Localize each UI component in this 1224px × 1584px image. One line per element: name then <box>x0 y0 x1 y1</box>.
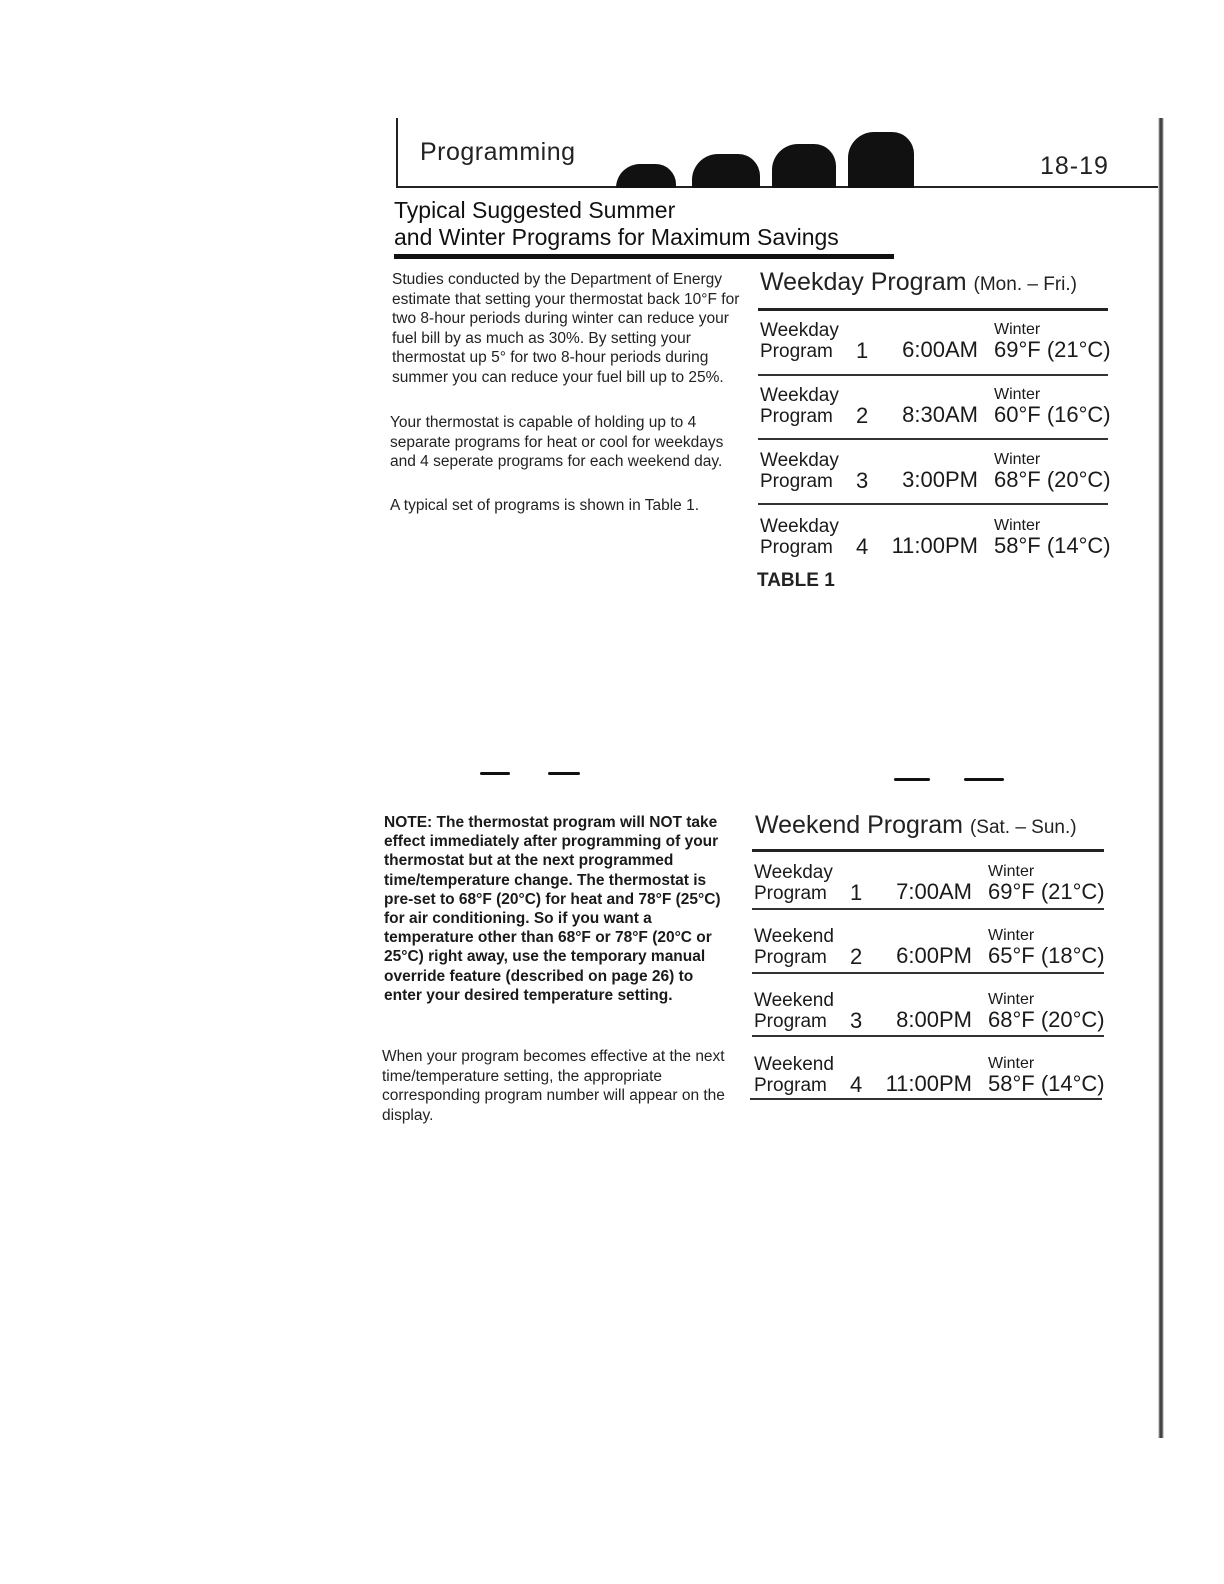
program-label: Weekday Program <box>760 516 839 558</box>
program-temperature: 68°F (20°C) <box>994 467 1111 492</box>
separator-dash <box>480 772 510 775</box>
program-time: 6:00AM <box>902 337 978 362</box>
program-label: Weekday Program <box>760 450 839 492</box>
program-number: 3 <box>856 468 869 493</box>
program-label: Weekday Program <box>760 385 839 427</box>
program-temperature: 65°F (18°C) <box>988 943 1105 968</box>
separator-dash <box>548 772 580 775</box>
program-label: Weekday Program <box>760 320 839 362</box>
intro-paragraph: Studies conducted by the Department of Energy estimate that setting your thermostat back 10°F for two 8-hour periods during winter can reduce your fuel bill by as much as 30%. By setting your thermostat up 5° for two 8-hour periods during summer you can reduce your fuel bill up to 25%. <box>392 271 740 386</box>
program-temperature: 69°F (21°C) <box>994 337 1111 362</box>
program-season: Winter <box>994 517 1041 534</box>
note-paragraph: NOTE: The thermostat program will NOT take effect immediately after programming of your thermostat but at the next programmed time/temperature change. The thermostat is pre-set to 68°F (20°C) for heat and 78°F (25°C) for air conditioning. So if you want a temperature other than 68°F or 78°F (20°C or 25°C) right away, use the temporary manual override feature (described on page 26) to enter your desired temperature setting. <box>384 814 721 1004</box>
program-temperature: 68°F (20°C) <box>988 1007 1105 1032</box>
page-numbers: 18-19 <box>1040 152 1109 180</box>
program-time: 6:00PM <box>896 943 972 968</box>
weekday-title-text: Weekday Program <box>760 268 967 296</box>
row-divider <box>758 503 1108 505</box>
program-number: 1 <box>850 880 863 905</box>
program-number: 2 <box>856 403 869 428</box>
table-label: TABLE 1 <box>757 570 835 591</box>
section-title-line2: and Winter Programs for Maximum Savings <box>394 224 839 250</box>
program-season: Winter <box>994 386 1041 403</box>
program-label: Weekend Program <box>754 990 834 1032</box>
program-number: 4 <box>850 1072 863 1097</box>
separator-dash <box>894 778 930 781</box>
program-time: 8:30AM <box>902 402 978 427</box>
weekend-days: (Sat. – Sun.) <box>969 817 1077 838</box>
header-left-border <box>396 118 398 188</box>
program-temperature: 69°F (21°C) <box>988 879 1105 904</box>
weekday-row-1 <box>760 316 1112 376</box>
section-tab-markers <box>612 130 918 188</box>
program-time: 3:00PM <box>902 467 978 492</box>
program-number: 3 <box>850 1008 863 1033</box>
program-season: Winter <box>994 321 1041 338</box>
program-display-paragraph: When your program becomes effective at the next time/temperature setting, the appropriate corresponding program number will appear on the display. <box>382 1048 725 1124</box>
row-divider <box>758 374 1108 376</box>
program-season: Winter <box>988 991 1035 1008</box>
program-season: Winter <box>988 863 1035 880</box>
section-title <box>394 197 839 251</box>
program-temperature: 58°F (14°C) <box>988 1071 1105 1096</box>
row-divider <box>750 1098 1102 1100</box>
program-season: Winter <box>994 451 1041 468</box>
weekend-title-text: Weekend Program <box>755 811 963 839</box>
section-title-line1: Typical Suggested Summer <box>394 197 676 223</box>
program-number: 1 <box>856 338 869 363</box>
weekend-top-rule <box>752 849 1104 852</box>
weekday-row-4 <box>760 512 1112 572</box>
capacity-paragraph: Your thermostat is capable of holding up to 4 separate programs for heat or cool for weekdays and 4 seperate programs for each weekend day. <box>390 414 724 471</box>
program-time: 11:00PM <box>885 1071 972 1096</box>
weekday-row-2 <box>760 381 1112 441</box>
program-season: Winter <box>988 1055 1035 1072</box>
program-label: Weekend Program <box>754 926 834 968</box>
weekday-top-rule <box>758 308 1108 311</box>
page-right-edge <box>1158 118 1164 1438</box>
row-divider <box>752 1035 1104 1037</box>
program-number: 2 <box>850 944 863 969</box>
row-divider <box>752 908 1104 910</box>
program-number: 4 <box>856 534 869 559</box>
program-label: Weekend Program <box>754 1054 834 1096</box>
weekday-days: (Mon. – Fri.) <box>973 274 1077 295</box>
program-label: Weekday Program <box>754 862 833 904</box>
program-time: 8:00PM <box>896 1007 972 1032</box>
separator-dash <box>964 778 1004 781</box>
program-temperature: 60°F (16°C) <box>994 402 1111 427</box>
section-header-title: Programming <box>420 138 576 166</box>
program-season: Winter <box>988 927 1035 944</box>
program-time: 7:00AM <box>896 879 972 904</box>
program-temperature: 58°F (14°C) <box>994 533 1111 558</box>
weekday-row-3 <box>760 446 1112 506</box>
weekend-row-3 <box>754 986 1106 1046</box>
row-divider <box>758 438 1108 440</box>
weekend-program-title <box>755 811 1077 840</box>
table-reference-paragraph: A typical set of programs is shown in Table 1. <box>390 497 700 514</box>
weekend-row-4 <box>754 1050 1106 1110</box>
row-divider <box>752 972 1104 974</box>
section-title-rule <box>394 254 894 259</box>
program-time: 11:00PM <box>891 533 978 558</box>
weekday-program-title <box>760 268 1077 297</box>
